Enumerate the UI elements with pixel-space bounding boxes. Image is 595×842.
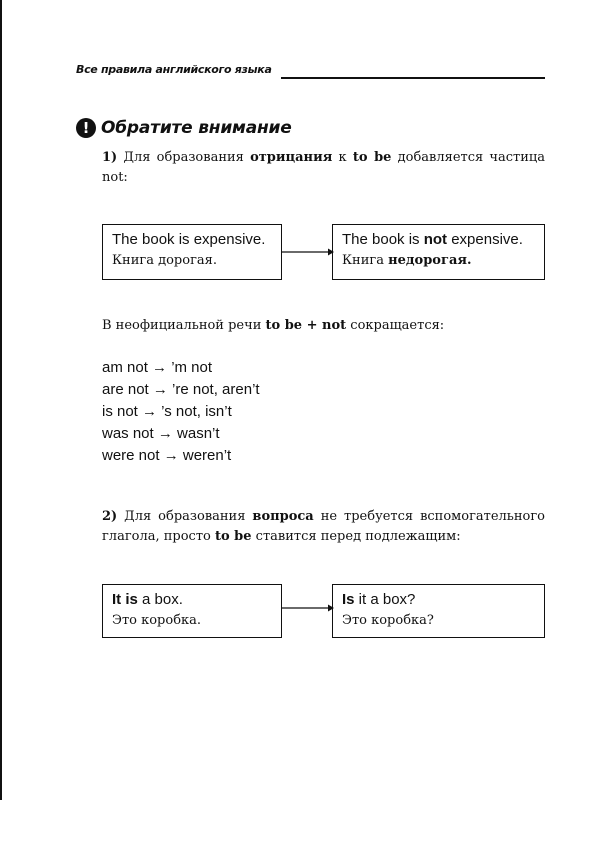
rule-number: 1) — [102, 150, 118, 165]
bold-term: вопроса — [252, 509, 314, 524]
text-span: не требуется вспомогательного глагола, просто — [102, 509, 546, 544]
text-span: a box. — [137, 591, 183, 608]
bold-term: not — [423, 231, 448, 248]
exclamation-icon: ! — [76, 118, 96, 138]
arrow-right-icon — [282, 245, 334, 259]
notice-heading — [76, 118, 292, 138]
bold-term: to be — [352, 150, 392, 165]
text-span: it a box? — [354, 591, 416, 608]
example-russian: Это коробка? — [342, 613, 434, 628]
text-span: Для образования — [117, 150, 251, 165]
bold-term: is — [125, 591, 138, 608]
page-margin-line — [0, 0, 2, 800]
example-box-statement — [102, 584, 282, 638]
example-english — [342, 590, 535, 610]
example-english — [112, 590, 272, 610]
header-rule — [281, 77, 545, 79]
text-span: добавляется частица not: — [102, 150, 545, 185]
list-item: am not → ’m not — [102, 359, 213, 376]
running-header-title: Все правила английского языка — [76, 63, 272, 76]
example-russian: Это коробка. — [112, 613, 202, 628]
text-span: The book is — [342, 231, 424, 248]
list-item: was not → wasn’t — [102, 425, 220, 442]
arrow-right-icon — [282, 601, 334, 615]
bold-term: недорогая. — [388, 253, 472, 268]
example-english — [342, 230, 535, 250]
bold-term: Is — [342, 591, 355, 608]
rule-number: 2) — [102, 509, 118, 524]
text-span: Книга — [342, 253, 389, 268]
bold-term: It — [112, 591, 122, 608]
example-russian: Книга дорогая. — [112, 253, 217, 268]
question-rule-paragraph — [102, 507, 545, 547]
example-russian — [342, 250, 535, 272]
bold-term: to be — [214, 529, 252, 544]
negation-rule-paragraph — [102, 148, 545, 188]
text-span: к — [332, 150, 353, 165]
bold-term: отрицания — [250, 150, 333, 165]
example-box-affirmative — [102, 224, 282, 280]
informal-speech-paragraph — [102, 316, 545, 336]
text-span: В неофициальной речи — [102, 318, 266, 333]
example-english: The book is expensive. — [112, 231, 266, 248]
list-item: were not → weren’t — [102, 447, 232, 464]
contractions-list — [102, 357, 260, 467]
text-span: ставится перед подлежащим: — [251, 529, 461, 544]
text-span: Для образования — [117, 509, 253, 524]
example-box-negative — [332, 224, 545, 280]
text-span: expensive. — [447, 231, 523, 248]
text-span: сокращается: — [346, 318, 445, 333]
notice-title: Обратите внимание — [101, 118, 292, 138]
bold-term: to be + not — [265, 318, 347, 333]
list-item: is not → ’s not, isn’t — [102, 403, 232, 420]
example-box-question — [332, 584, 545, 638]
list-item: are not → ’re not, aren’t — [102, 381, 260, 398]
